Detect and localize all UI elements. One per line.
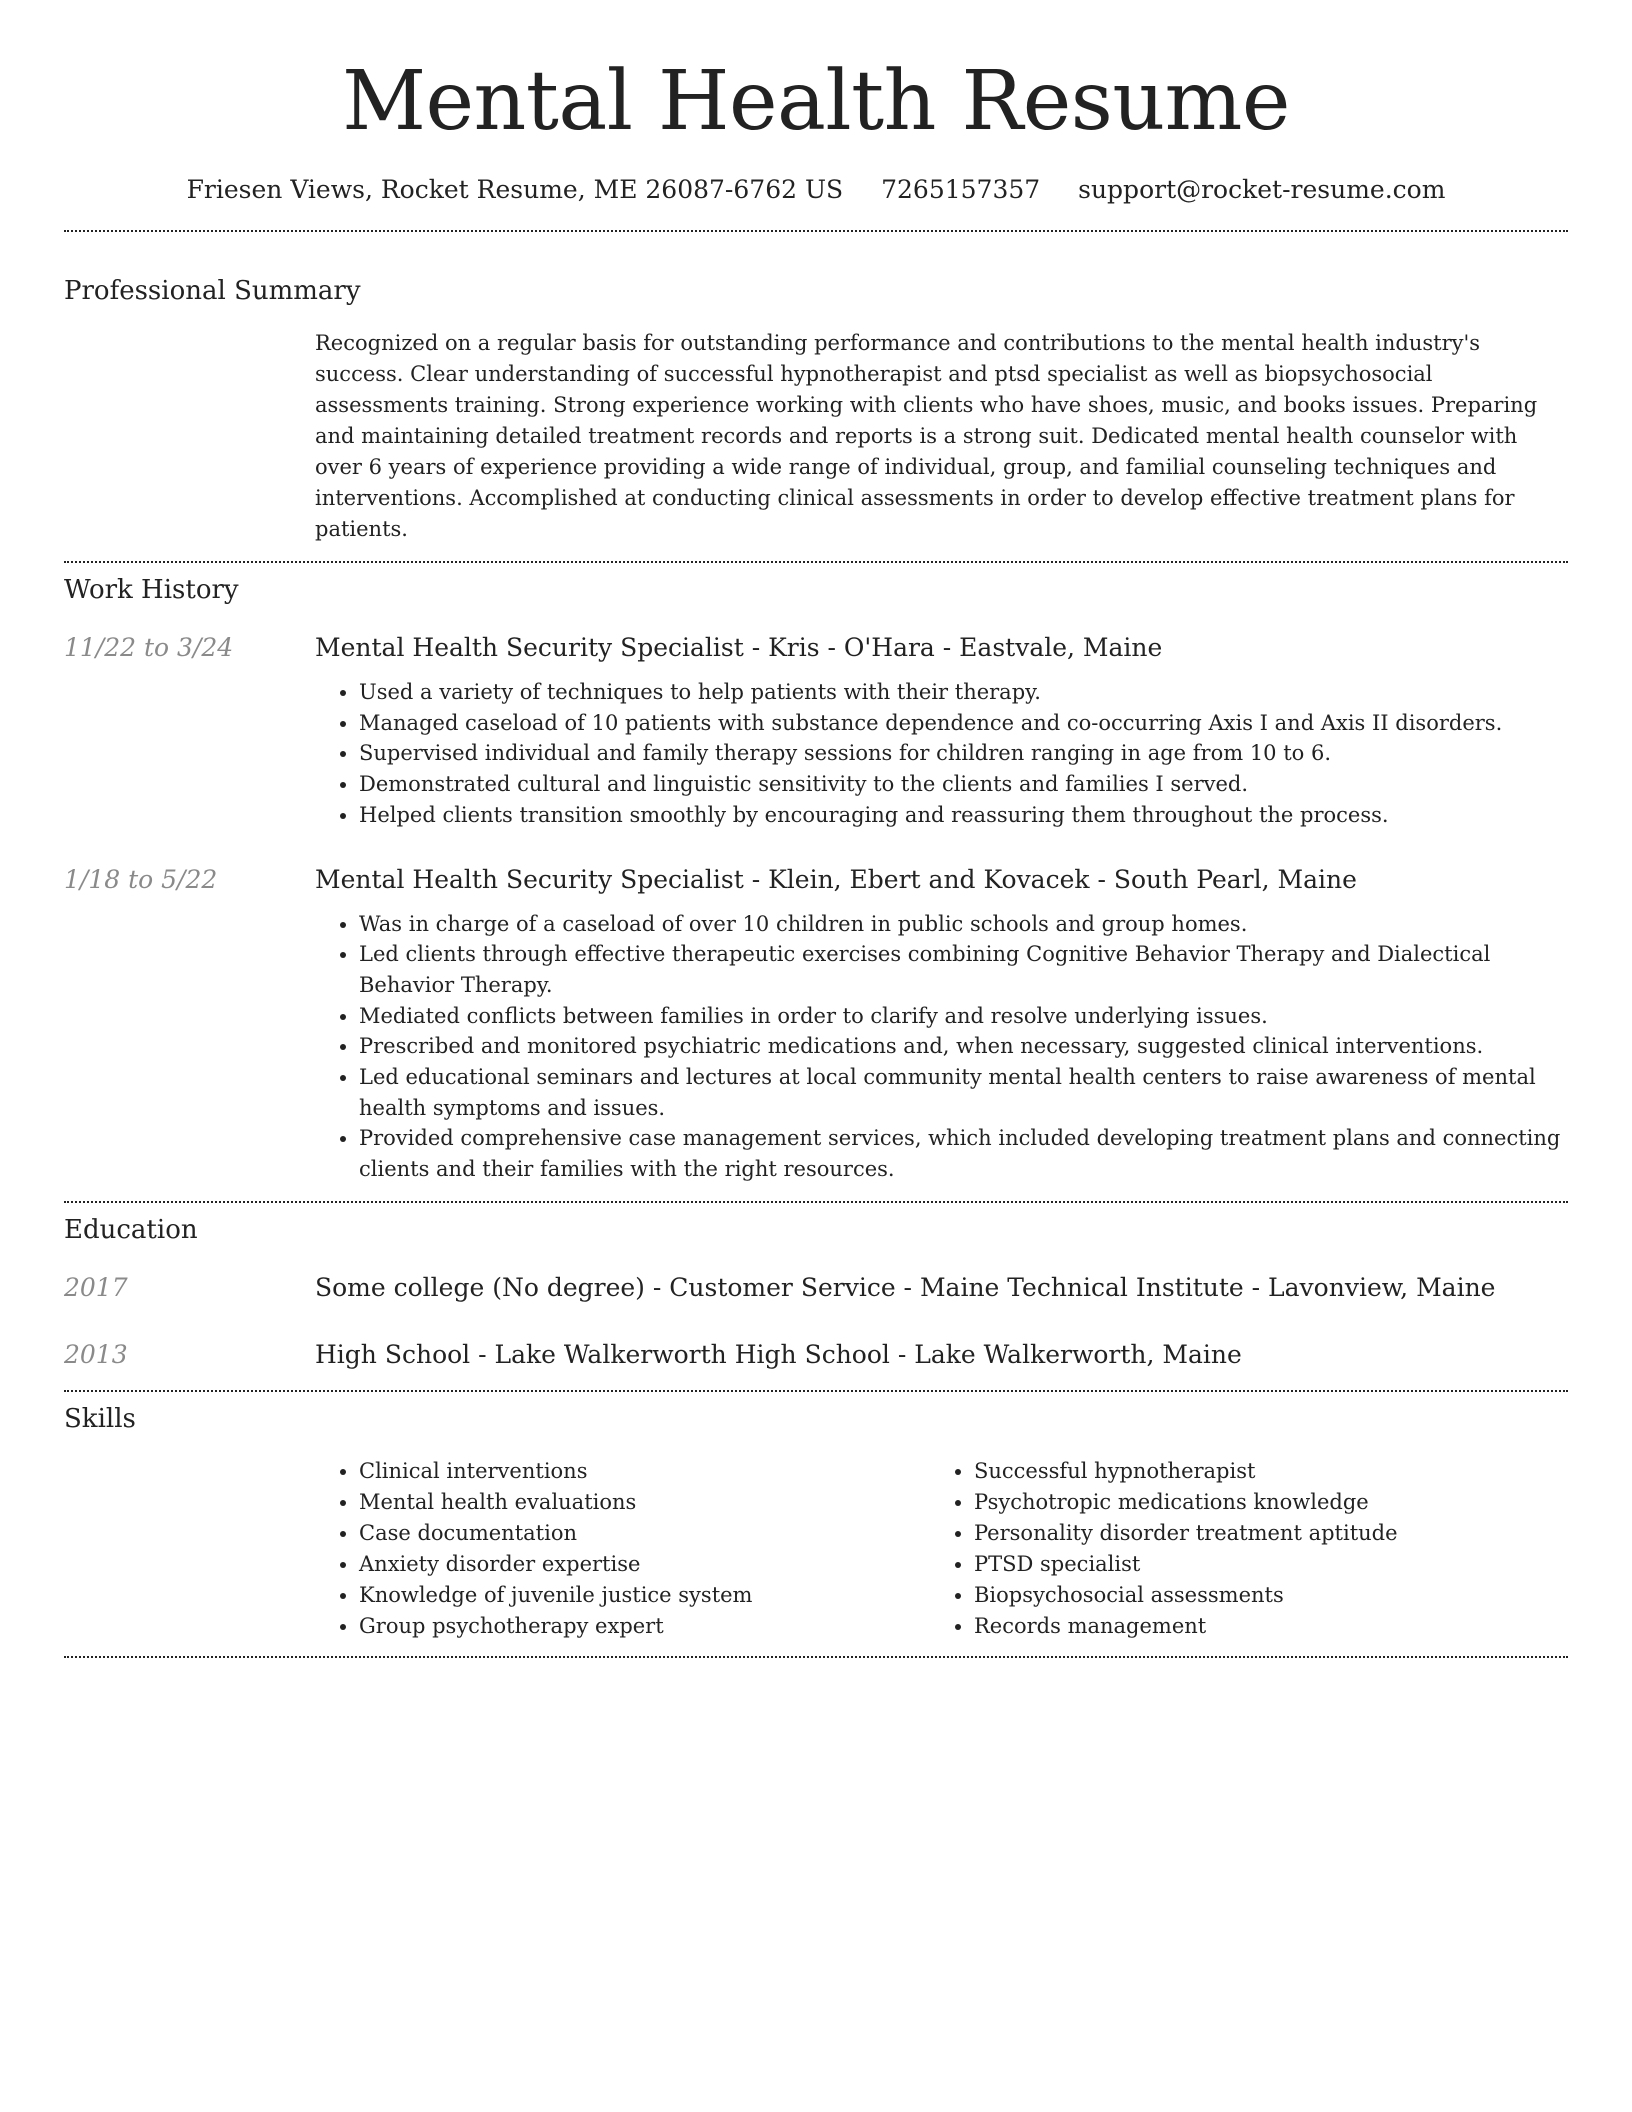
education-details: High School - Lake Walkerworth High School - Lake Walkerworth, Maine [315,1339,1242,1369]
job-title: Mental Health Security Specialist - Klein, Ebert and Kovacek - South Pearl, Maine [315,864,1357,894]
list-item: • Provided comprehensive case management services, which included developing treatment plans and connecting clients and their families with the right resources. [359,1123,1568,1184]
list-item: • Was in charge of a caseload of over 10 children in public schools and group homes. [359,909,1568,940]
summary-section [64,274,1568,545]
list-item: • Group psychotherapy expert [359,1611,930,1642]
list-item: • Clinical interventions [359,1456,930,1487]
list-item: • Biopsychosocial assessments [974,1580,1568,1611]
list-item: • Knowledge of juvenile justice system [359,1580,930,1611]
contact-email: support@rocket-resume.com [1078,175,1446,204]
job-entry [64,863,1568,1185]
job-entry [64,631,1568,831]
resume-page [64,0,1568,1658]
skills-list [315,1456,1568,1642]
list-item: • Mental health evaluations [359,1487,930,1518]
list-item: • Supervised individual and family therapy sessions for children ranging in age from 10 to 6. [359,738,1568,769]
summary-heading: Professional Summary [64,276,361,306]
list-item: • Demonstrated cultural and linguistic sensitivity to the clients and families I served. [359,769,1568,800]
contact-address: Friesen Views, Rocket Resume, ME 26087-6762 US [186,175,844,204]
divider [64,561,1568,563]
list-item: • Helped clients transition smoothly by encouraging and reassuring them throughout the process. [359,800,1568,831]
skills-column-right [930,1456,1568,1642]
list-item: • Successful hypnotherapist [974,1456,1568,1487]
list-item: • PTSD specialist [974,1549,1568,1580]
education-heading: Education [64,1214,198,1245]
skills-section [64,1402,1568,1642]
divider [64,1656,1568,1658]
contact-line [64,172,1568,208]
list-item: • Led clients through effective therapeutic exercises combining Cognitive Behavior Therapy and Dialectical Behavior Therapy. [359,939,1568,1000]
divider [64,1201,1568,1203]
education-section [64,1213,1568,1372]
education-entry [64,1271,1568,1305]
job-dates: 1/18 to 5/22 [64,864,218,894]
education-entry [64,1338,1568,1372]
list-item: • Led educational seminars and lectures at local community mental health centers to raise awareness of mental health symptoms and issues. [359,1062,1568,1123]
job-duties [315,909,1568,1185]
skills-heading: Skills [64,1403,136,1434]
education-year: 2017 [64,1272,128,1302]
contact-phone: 7265157357 [881,175,1041,204]
list-item: • Case documentation [359,1518,930,1549]
resume-name: Mental Health Resume [342,54,1290,149]
education-year: 2013 [64,1339,128,1369]
job-duties [315,677,1568,831]
divider [64,1390,1568,1392]
job-title: Mental Health Security Specialist - Kris - O'Hara - Eastvale, Maine [315,633,1163,662]
divider [64,230,1568,232]
list-item: • Used a variety of techniques to help patients with their therapy. [359,677,1568,708]
list-item: • Psychotropic medications knowledge [974,1487,1568,1518]
skills-column-left [315,1456,930,1642]
work-history-section [64,573,1568,1185]
work-history-heading: Work History [64,575,239,605]
list-item: • Prescribed and monitored psychiatric medications and, when necessary, suggested clinical interventions. [359,1031,1568,1062]
list-item: • Anxiety disorder expertise [359,1549,930,1580]
summary-text: Recognized on a regular basis for outstanding performance and contributions to the mental health industry's success. Clear understanding of successful hypnotherapist and ptsd specialist as well as biopsychosocial assessments training. Strong experience working with clients who have shoes, music, and books issues. Preparing and maintaining detailed treatment records and reports is a strong suit. Dedicated mental health counselor with over 6 years of experience providing a wide range of individual, group, and familial counseling techniques and interventions. Accomplished at conducting clinical assessments in order to develop effective treatment plans for patients. [315,331,1538,541]
list-item: • Personality disorder treatment aptitude [974,1518,1568,1549]
job-dates: 11/22 to 3/24 [64,633,234,662]
education-details: Some college (No degree) - Customer Service - Maine Technical Institute - Lavonview, Maine [315,1272,1496,1302]
list-item: • Records management [974,1611,1568,1642]
list-item: • Mediated conflicts between families in order to clarify and resolve underlying issues. [359,1001,1568,1032]
list-item: • Managed caseload of 10 patients with substance dependence and co-occurring Axis I and Axis II disorders. [359,708,1568,739]
